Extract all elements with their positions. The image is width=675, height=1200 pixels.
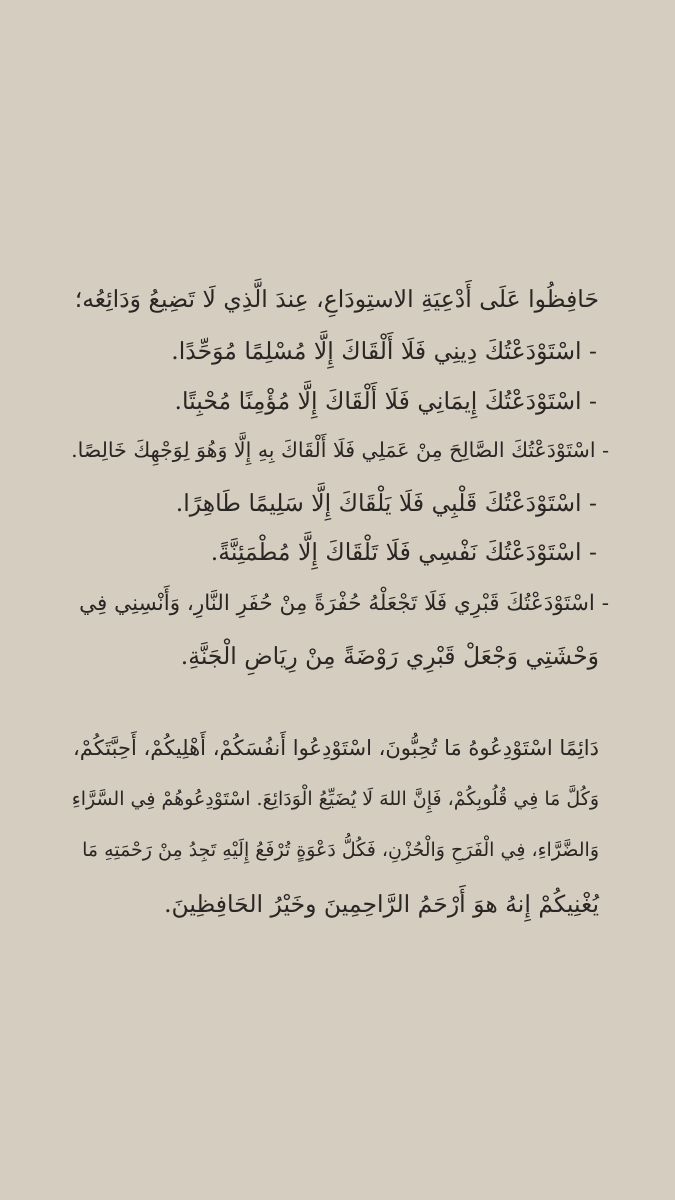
closing-line-4: يُغْنِيكُمْ إِنهُ هوَ أَرْحَمُ الرَّاحِمِينَ وخَيْرُ الحَافِظِينَ. [164,890,599,918]
dua-line-2: - اسْتَوْدَعْتُكَ إِيمَانِي فَلَا أَلْقَاكَ إِلَّا مُؤْمِنًا مُحْبِتًا. [174,387,597,415]
dua-line-1: - اسْتَوْدَعْتُكَ دِينِي فَلَا أَلْقَاكَ إِلَّا مُسْلِمًا مُوَحِّدًا. [171,337,597,365]
closing-line-3: وَالضَّرَّاءِ، فِي الْفَرَحِ وَالْحُزْنِ، فَكُلُّ دَعْوَةٍ تُرْفَعُ إِلَيْهِ تَجِدُ مِنْ رَحْمَتِهِ مَا [82,839,599,861]
closing-line-1: دَائِمًا اسْتَوْدِعُوهُ مَا تُحِبُّونَ، اسْتَوْدِعُوا أَنفُسَكُمْ، أَهْلِيكُمْ، أَحِبَّتَكُمْ، [72,736,599,760]
dua-line-6: - اسْتَوْدَعْتُكَ قَبْرِي فَلَا تَجْعَلْهُ حُفْرَةً مِنْ حُفَرِ النَّارِ، وَأَنْسِنِي فِي [79,591,609,616]
dua-line-7: وَحْشَتِي وَجْعَلْ قَبْرِي رَوْضَةً مِنْ رِيَاضِ الْجَنَّةِ. [180,642,599,670]
dua-line-4: - اسْتَوْدَعْتُكَ قَلْبِي فَلَا يَلْقَاكَ إِلَّا سَلِيمًا طَاهِرًا. [175,489,597,517]
closing-line-2: وَكُلَّ مَا فِي قُلُوبِكُمْ، فَإِنَّ اللهَ لَا يُضَيِّعُ الْوَدَائِعَ. اسْتَوْدِعُوهُمْ فِي السَّرَّاءِ [71,788,599,810]
dua-line-3: - اسْتَوْدَعْتُكَ الصَّالِحَ مِنْ عَمَلِي فَلَا أَلْقَاكَ بِهِ إِلَّا وَهُوَ لِوَجْهِكَ خَالِصًا. [71,438,609,462]
intro-line: حَافِظُوا عَلَى أَدْعِيَةِ الاستِودَاعِ، عِندَ الَّذِي لَا تَضِيعُ وَدَائِعُه؛ [74,285,599,313]
dua-line-5: - اسْتَوْدَعْتُكَ نَفْسِي فَلَا تَلْقَاكَ إِلَّا مُطْمَئِنَّةً. [210,538,597,566]
